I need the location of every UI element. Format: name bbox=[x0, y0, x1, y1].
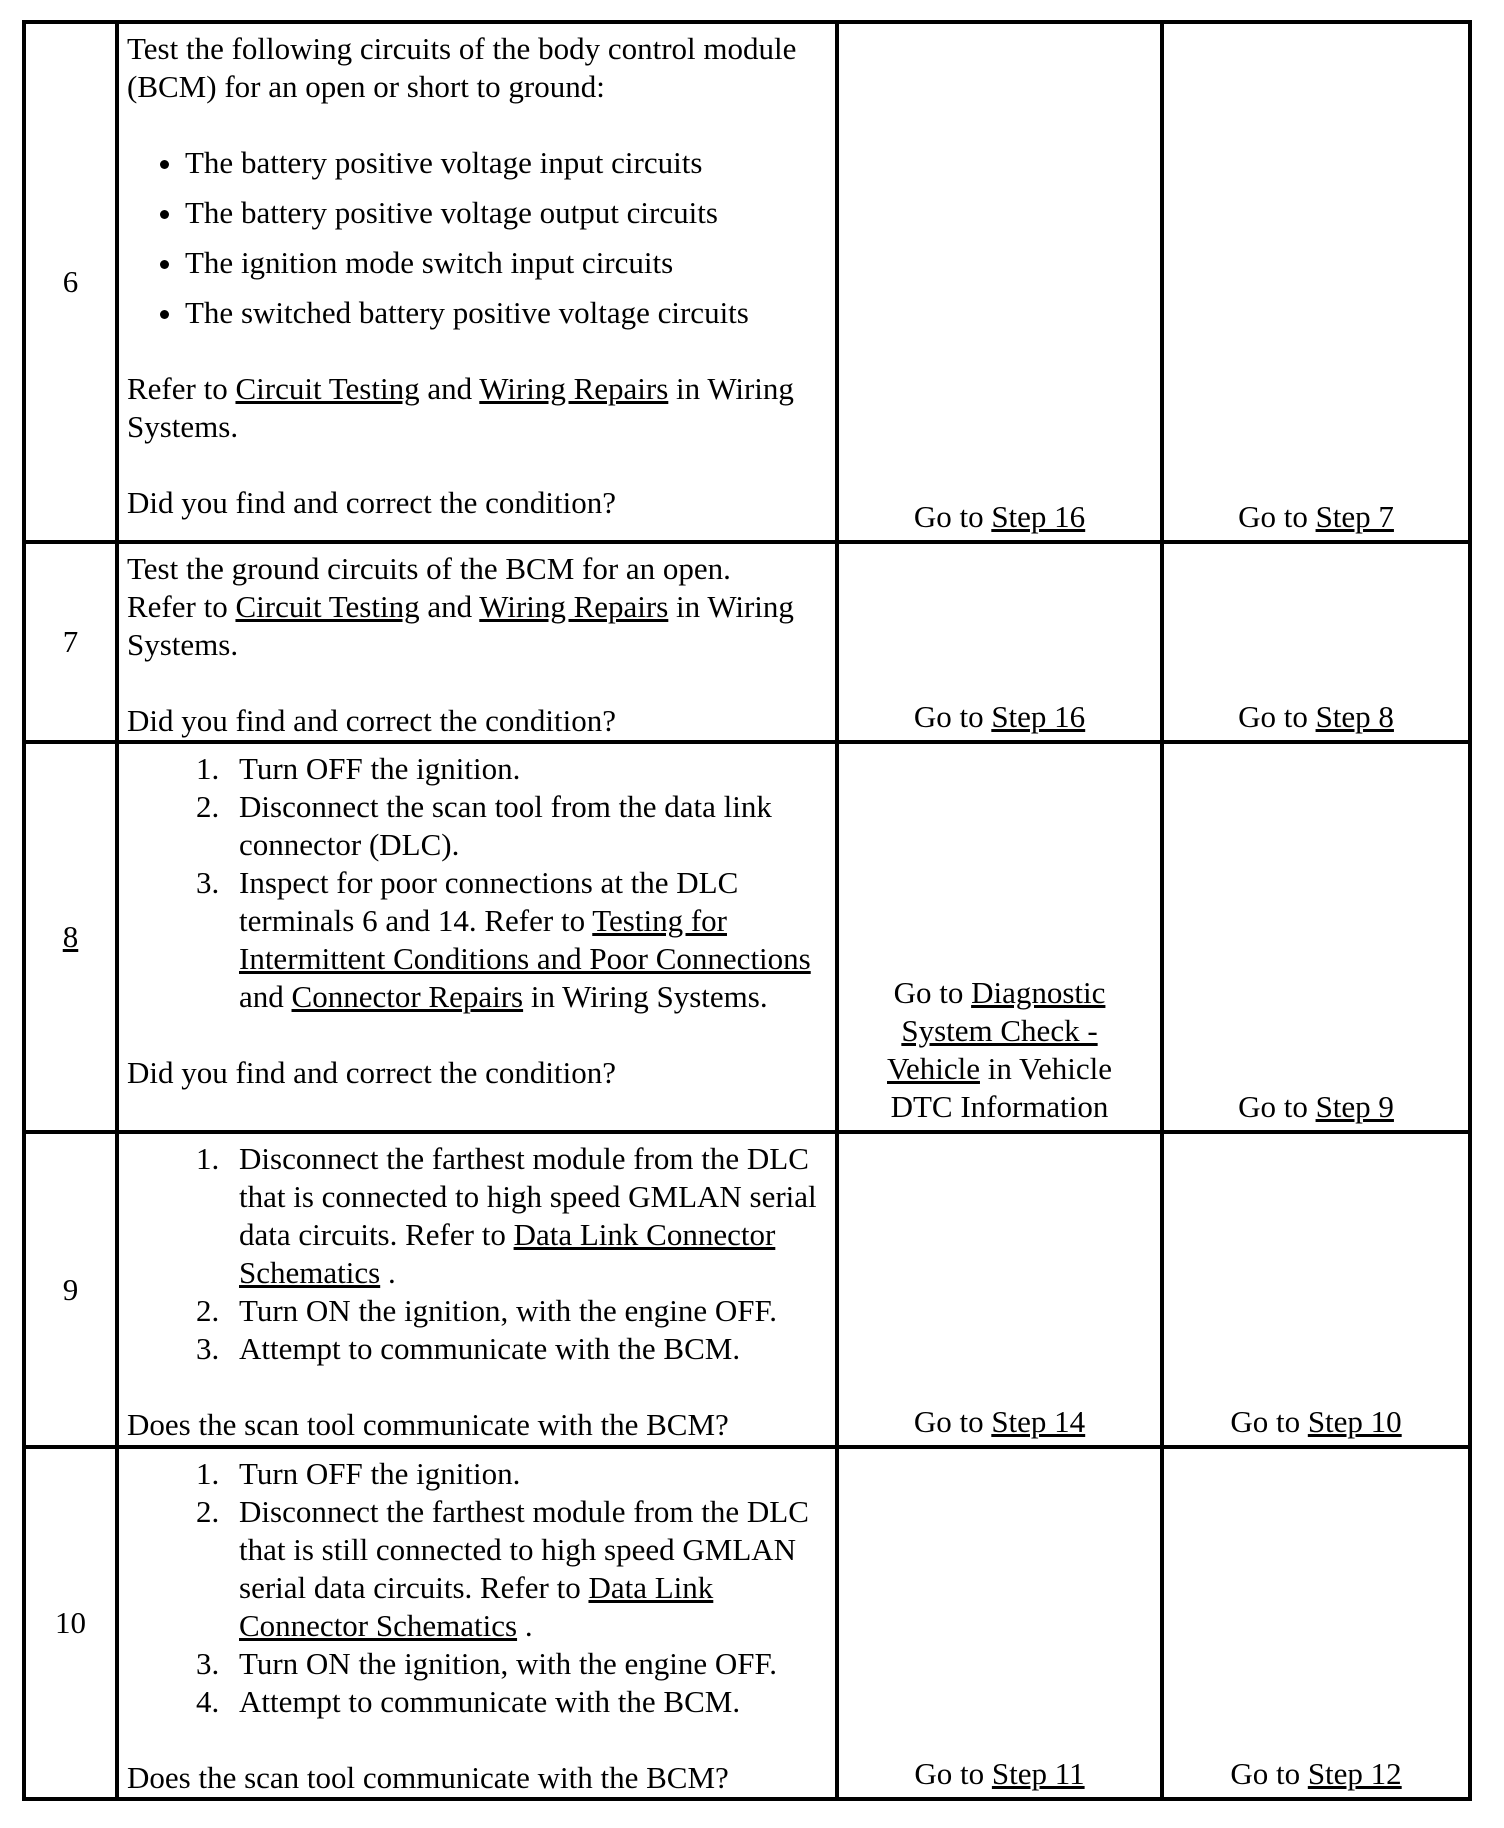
yes-cell: Go to Step 11 bbox=[837, 1447, 1162, 1799]
wiring-repairs-link[interactable]: Wiring Repairs bbox=[479, 589, 669, 624]
list-item: 2. Disconnect the farthest module from the DLC that is still connected to high speed GMLAN serial data circuits. Refer to Data Link Connector Schematics . bbox=[227, 1493, 827, 1645]
circuit-testing-link[interactable]: Circuit Testing bbox=[235, 371, 420, 406]
step-question: Did you find and correct the condition? bbox=[127, 703, 616, 738]
yes-cell: Go to Step 16 bbox=[837, 22, 1162, 542]
table-row-step-6 bbox=[24, 22, 1470, 542]
step-number: 8 bbox=[24, 742, 117, 1132]
dlc-schematics-link[interactable]: Data Link Connector Schematics bbox=[239, 1570, 714, 1643]
step-action bbox=[117, 22, 837, 542]
step-action bbox=[117, 1132, 837, 1447]
no-cell: Go to Step 12 bbox=[1162, 1447, 1470, 1799]
diagnostic-system-check-link[interactable]: Diagnostic System Check - Vehicle bbox=[887, 975, 1106, 1086]
intermittent-conditions-link[interactable]: Testing for Intermittent Conditions and Poor Connections bbox=[239, 903, 811, 976]
list-item: 3. Inspect for poor connections at the DLC terminals 6 and 14. Refer to Testing for Intermittent Conditions and Poor Connections and Connector Repairs in Wiring Systems. bbox=[227, 864, 827, 1016]
yes-cell: Go to Diagnostic System Check - Vehicle in Vehicle DTC Information bbox=[837, 742, 1162, 1132]
step-action bbox=[117, 1447, 837, 1799]
diagnostic-steps-table bbox=[22, 20, 1472, 1801]
wiring-repairs-link[interactable]: Wiring Repairs bbox=[479, 371, 669, 406]
list-item: • The switched battery positive voltage circuits bbox=[185, 294, 827, 332]
step-number: 10 bbox=[24, 1447, 117, 1799]
step-action bbox=[117, 742, 837, 1132]
procedure-list bbox=[127, 1140, 827, 1368]
list-item: 1. Turn OFF the ignition. bbox=[227, 1455, 827, 1493]
go-to-step-link[interactable]: Step 16 bbox=[991, 699, 1086, 734]
connector-repairs-link[interactable]: Connector Repairs bbox=[291, 979, 524, 1014]
table-row-step-8 bbox=[24, 742, 1470, 1132]
go-to-step-link[interactable]: Step 14 bbox=[991, 1404, 1086, 1439]
circuit-list bbox=[127, 144, 827, 332]
step-question: Does the scan tool communicate with the BCM? bbox=[127, 1407, 729, 1442]
step-number: 9 bbox=[24, 1132, 117, 1447]
no-cell: Go to Step 8 bbox=[1162, 542, 1470, 742]
step-number: 7 bbox=[24, 542, 117, 742]
no-cell: Go to Step 7 bbox=[1162, 22, 1470, 542]
step-intro: Test the following circuits of the body control module (BCM) for an open or short to ground: bbox=[127, 31, 797, 104]
go-to-step-link[interactable]: Step 10 bbox=[1307, 1404, 1402, 1439]
go-to-step-link[interactable]: Step 11 bbox=[991, 1756, 1085, 1791]
table-row-step-10 bbox=[24, 1447, 1470, 1799]
yes-cell: Go to Step 14 bbox=[837, 1132, 1162, 1447]
step-question: Does the scan tool communicate with the BCM? bbox=[127, 1760, 729, 1795]
step-intro: Test the ground circuits of the BCM for an open. bbox=[127, 551, 731, 586]
table-row-step-9 bbox=[24, 1132, 1470, 1447]
list-item: 1. Disconnect the farthest module from the DLC that is connected to high speed GMLAN serial data circuits. Refer to Data Link Connector Schematics . bbox=[227, 1140, 827, 1292]
go-to-step-link[interactable]: Step 12 bbox=[1307, 1756, 1402, 1791]
procedure-list bbox=[127, 750, 827, 1016]
list-item: 3. Attempt to communicate with the BCM. bbox=[227, 1330, 827, 1368]
table-row-step-7 bbox=[24, 542, 1470, 742]
dlc-schematics-link[interactable]: Data Link Connector Schematics bbox=[239, 1217, 776, 1290]
go-to-step-link[interactable]: Step 8 bbox=[1315, 699, 1394, 734]
list-item: 3. Turn ON the ignition, with the engine OFF. bbox=[227, 1645, 827, 1683]
step-question: Did you find and correct the condition? bbox=[127, 1055, 616, 1090]
go-to-step-link[interactable]: Step 7 bbox=[1315, 499, 1394, 534]
list-item: 4. Attempt to communicate with the BCM. bbox=[227, 1683, 827, 1721]
circuit-testing-link[interactable]: Circuit Testing bbox=[235, 589, 420, 624]
list-item: 1. Turn OFF the ignition. bbox=[227, 750, 827, 788]
list-item: • The battery positive voltage output circuits bbox=[185, 194, 827, 232]
step-number: 6 bbox=[24, 22, 117, 542]
no-cell: Go to Step 9 bbox=[1162, 742, 1470, 1132]
yes-cell: Go to Step 16 bbox=[837, 542, 1162, 742]
list-item: • The battery positive voltage input circuits bbox=[185, 144, 827, 182]
no-cell: Go to Step 10 bbox=[1162, 1132, 1470, 1447]
go-to-step-link[interactable]: Step 9 bbox=[1315, 1089, 1394, 1124]
go-to-step-link[interactable]: Step 16 bbox=[991, 499, 1086, 534]
list-item: 2. Disconnect the scan tool from the data link connector (DLC). bbox=[227, 788, 827, 864]
step-action bbox=[117, 542, 837, 742]
refer-text: Refer to Circuit Testing and Wiring Repairs in Wiring Systems. bbox=[127, 371, 794, 444]
list-item: • The ignition mode switch input circuits bbox=[185, 244, 827, 282]
list-item: 2. Turn ON the ignition, with the engine OFF. bbox=[227, 1292, 827, 1330]
procedure-list bbox=[127, 1455, 827, 1721]
refer-text: Refer to Circuit Testing and Wiring Repairs in Wiring Systems. bbox=[127, 589, 794, 662]
step-question: Did you find and correct the condition? bbox=[127, 485, 616, 520]
